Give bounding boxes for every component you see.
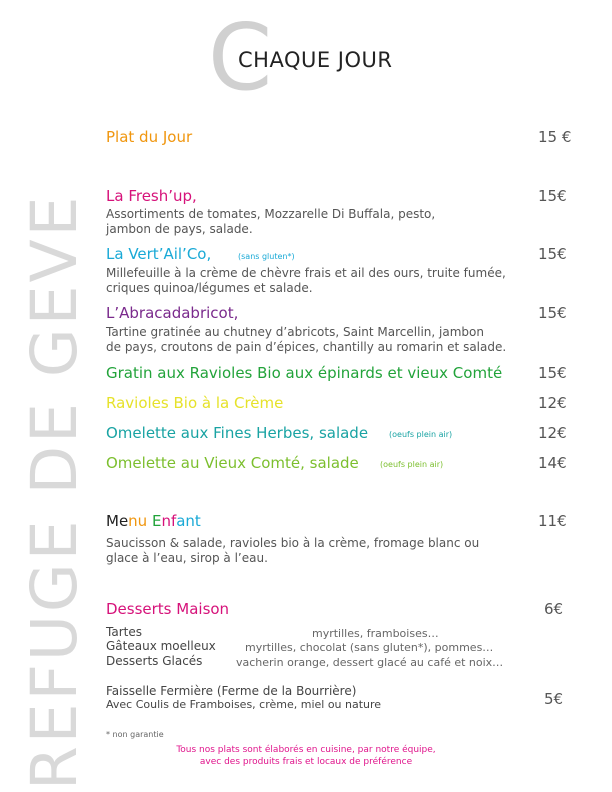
fresh-up-price: 15€ <box>538 187 567 205</box>
menu-enfant-desc-1: Saucisson & salade, ravioles bio à la crème, fromage blanc ou <box>106 536 480 550</box>
dessert-item-name: Tartes <box>106 625 142 639</box>
menu-enfant-title-part: ant <box>176 512 201 530</box>
desserts-title: Desserts Maison <box>106 600 230 618</box>
ravioles-price: 12€ <box>538 394 567 412</box>
plat-du-jour-price: 15 € <box>538 128 572 146</box>
fresh-up-desc-2: jambon de pays, salade. <box>106 222 253 236</box>
omelette-herbes-note: (oeufs plein air) <box>389 430 453 439</box>
omelette-comte-title: Omelette au Vieux Comté, salade <box>106 454 359 472</box>
vert-ail-desc-1: Millefeuille à la crème de chèvre frais et ail des ours, truite fumée, <box>106 266 506 280</box>
menu-enfant-title-part: Me <box>106 512 129 530</box>
header-decorative-letter: C <box>208 4 273 111</box>
faisselle-desc: Avec Coulis de Framboises, crème, miel ou nature <box>106 698 382 711</box>
desserts-price: 6€ <box>544 600 564 618</box>
menu-enfant-price: 11€ <box>538 512 567 530</box>
menu-enfant-title-part: nf <box>161 512 177 530</box>
vert-ail-title: La Vert’Ail’Co, <box>106 245 212 263</box>
ravioles-title: Ravioles Bio à la Crème <box>106 394 284 412</box>
omelette-herbes-title: Omelette aux Fines Herbes, salade <box>106 424 369 442</box>
footer-line-1: Tous nos plats sont élaborés en cuisine, par notre équipe, <box>176 745 436 755</box>
abracadabricot-desc-1: Tartine gratinée au chutney d’abricots, Saint Marcellin, jambon <box>106 325 484 339</box>
omelette-comte-price: 14€ <box>538 454 567 472</box>
vert-ail-price: 15€ <box>538 245 567 263</box>
plat-du-jour-title: Plat du Jour <box>106 128 193 146</box>
vert-ail-desc-2: criques quinoa/légumes et salade. <box>106 281 313 295</box>
gratin-title: Gratin aux Ravioles Bio aux épinards et vieux Comté <box>106 364 503 382</box>
dessert-item-desc: myrtilles, framboises… <box>312 627 439 640</box>
side-title: REFUGE DE GEVE <box>18 193 91 790</box>
vert-ail-note: (sans gluten*) <box>238 252 295 261</box>
footer-line-2: avec des produits frais et locaux de préférence <box>199 757 413 767</box>
gratin-price: 15€ <box>538 364 567 382</box>
fresh-up-title: La Fresh’up, <box>106 187 197 205</box>
fresh-up-desc-1: Assortiments de tomates, Mozzarelle Di Buffala, pesto, <box>106 207 436 221</box>
omelette-herbes-price: 12€ <box>538 424 567 442</box>
omelette-comte-note: (oeufs plein air) <box>380 460 444 469</box>
faisselle-title: Faisselle Fermière (Ferme de la Bourrière) <box>106 684 357 698</box>
abracadabricot-price: 15€ <box>538 304 567 322</box>
dessert-item-desc: myrtilles, chocolat (sans gluten*), pommes… <box>245 641 494 654</box>
faisselle-price: 5€ <box>544 690 564 708</box>
dessert-item-name: Gâteaux moelleux <box>106 639 216 653</box>
page-title: CHAQUE JOUR <box>238 48 393 72</box>
abracadabricot-title: L’Abracadabricot, <box>106 304 239 322</box>
menu-enfant-desc-2: glace à l’eau, sirop à l’eau. <box>106 551 268 565</box>
menu-enfant-title-part: E <box>147 512 162 530</box>
dessert-item-desc: vacherin orange, dessert glacé au café et noix… <box>236 656 504 669</box>
abracadabricot-desc-2: de pays, croutons de pain d’épices, chantilly au romarin et salade. <box>106 340 507 354</box>
footnote: * non garantie <box>106 730 164 739</box>
menu-enfant-title-part: nu <box>128 512 148 530</box>
menu-enfant-title <box>106 512 201 530</box>
dessert-item-name: Desserts Glacés <box>106 654 203 668</box>
